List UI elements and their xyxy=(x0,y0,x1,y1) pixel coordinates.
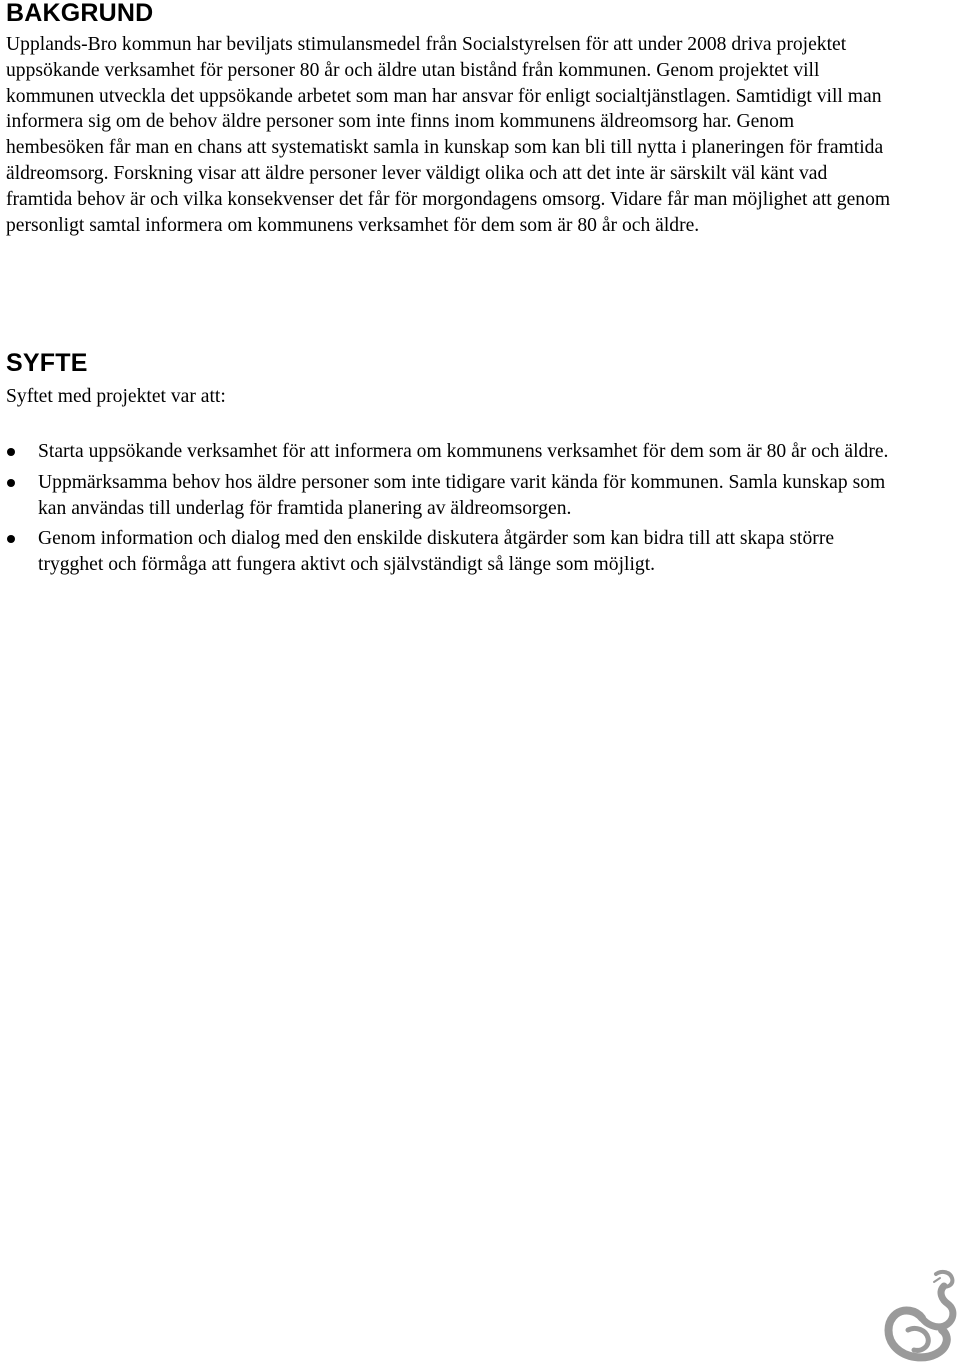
list-item xyxy=(6,439,891,465)
bullet-icon xyxy=(7,479,15,487)
syfte-goal-list xyxy=(6,439,891,583)
syfte-intro: Syftet med projektet var att: xyxy=(6,386,226,407)
list-item-text: Uppmärksamma behov hos äldre personer som inte tidigare varit kända för kommunen. Samla kunskap som kan användas till underlag för framtida planering av äldreomsorgen. xyxy=(38,471,886,519)
list-item-text: Starta uppsökande verksamhet för att informera om kommunens verksamhet för dem som är 80 år och äldre. xyxy=(38,441,889,462)
list-item xyxy=(6,470,891,522)
list-item-text: Genom information och dialog med den enskilde diskutera åtgärder som kan bidra till att skapa större trygghet och förmåga att fungera aktivt och självständigt så länge som möjligt. xyxy=(38,528,835,576)
bakgrund-paragraph: Upplands-Bro kommun har beviljats stimulansmedel från Socialstyrelsen för att under 2008 driva projektet uppsökande verksamhet för personer 80 år och äldre utan bistånd från kommunen. Genom projektet vill kommunen utveckla det uppsökande arbetet som man har ansvar för enligt socialtjänstlagen. Samtidigt vill man informera sig om de behov äldre personer som inte finns inom kommunens äldreomsorg har. Genom hembesöken får man en chans att systematiskt samla in kunskap som kan bli till nytta i planeringen för framtida äldreomsorg. Forskning visar att äldre personer lever väldigt olika och att det inte är särskilt väl känt vad framtida behov är och vilka konsekvenser det får för morgondagens omsorg. Vidare får man möjlighet att genom personligt samtal informera om kommunens verksamhet för dem som är 80 år och äldre. xyxy=(6,34,891,236)
bullet-icon xyxy=(7,535,15,543)
municipality-serpent-logo-icon xyxy=(878,1268,958,1366)
section-heading-bakgrund: BAKGRUND xyxy=(6,0,154,27)
section-heading-syfte: SYFTE xyxy=(6,349,88,377)
bullet-icon xyxy=(7,448,15,456)
list-item xyxy=(6,526,891,578)
